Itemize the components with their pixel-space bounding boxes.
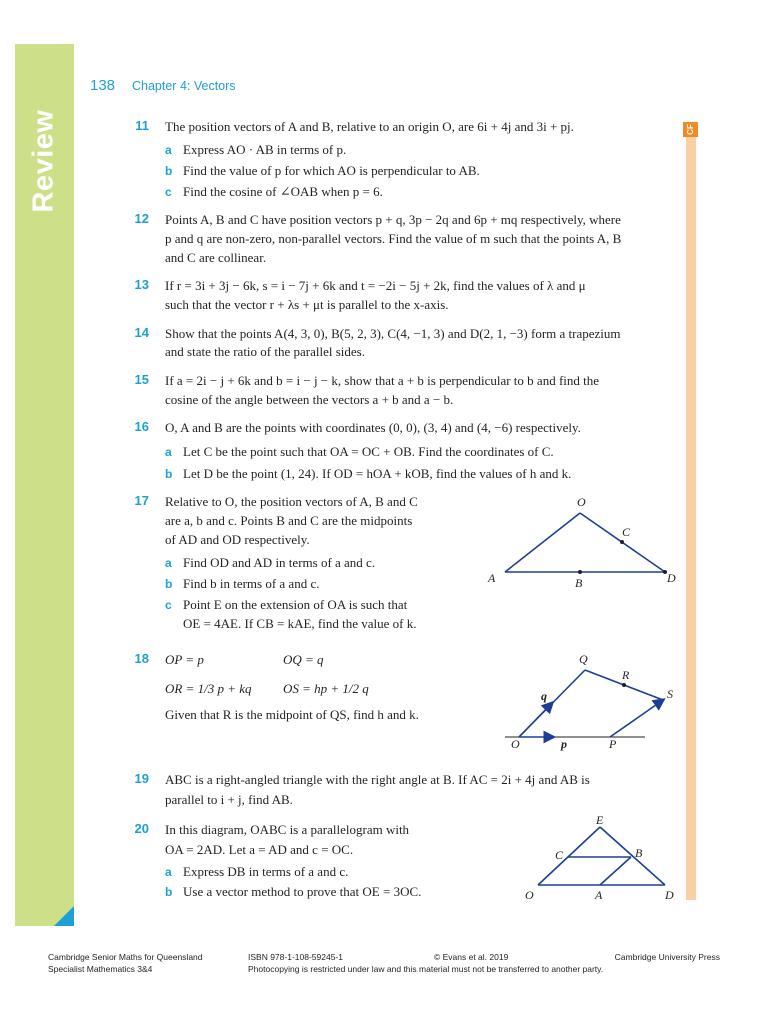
part-text: Let D be the point (1, 24). If OD = hOA + kOB, find the values of h and k. (183, 466, 572, 481)
question-text: and state the ratio of the parallel sides. (165, 344, 365, 359)
question-text: If r = 3i + 3j − 6k, s = i − 7j + 6k and t = −2i − 5j + 2k, find the values of λ and μ (165, 278, 586, 293)
label-E: E (596, 813, 604, 827)
question-text: p and q are non-zero, non-parallel vectors. Find the value of m such that the points A, B (165, 231, 622, 246)
part-text: Let C be the point such that OA = OC + OB. Find the coordinates of C. (183, 444, 554, 459)
part-text: Use a vector method to prove that OE = 3OC. (183, 884, 422, 899)
label-B: B (575, 576, 583, 590)
part-text: Find the value of p for which AO is perpendicular to AB. (183, 163, 480, 178)
part-label: a (165, 143, 172, 157)
question-text: Points A, B and C have position vectors p + q, 3p − 2q and 6p + mq respectively, where (165, 212, 621, 227)
question-text: If a = 2i − j + 6k and b = i − j − k, show that a + b is perpendicular to b and find the (165, 373, 600, 388)
question-part (165, 141, 346, 159)
label-q: q (541, 689, 547, 703)
footer-publisher: Cambridge University Press (614, 952, 720, 962)
question-part (165, 883, 421, 901)
question-number: 11 (135, 118, 149, 133)
question-text: ABC is a right-angled triangle with the right angle at B. If AC = 2i + 4j and AB is (165, 772, 590, 787)
question-text: O, A and B are the points with coordinates (0, 0), (3, 4) and (4, −6) respectively. (165, 420, 581, 435)
question-text: OA = 2AD. Let a = AD and c = OC. (165, 842, 354, 857)
part-label: c (165, 185, 172, 199)
label-O: O (525, 888, 534, 902)
label-O: O (577, 495, 586, 509)
review-label: Review (27, 109, 60, 213)
part-text: Find b in terms of a and c. (183, 576, 320, 591)
question-number: 14 (134, 325, 149, 340)
question-number: 19 (134, 771, 149, 786)
diagram-q17 (480, 490, 690, 595)
question-number: 13 (134, 277, 149, 292)
question-number: 16 (134, 419, 149, 434)
question-part (165, 162, 480, 180)
footer-notice: Photocopying is restricted under law and this material must not be transferred to another party. (248, 964, 604, 974)
cf-badge-label: CF (685, 124, 695, 135)
chapter-title: Chapter 4: Vectors (132, 79, 236, 93)
sidebar-corner-tab (54, 906, 74, 926)
point-C (620, 540, 624, 544)
diagram-q18 (505, 650, 690, 755)
label-A: A (488, 571, 496, 585)
segment-OE (538, 827, 600, 885)
part-label: a (165, 556, 172, 570)
part-label: a (165, 865, 172, 879)
question-text: such that the vector r + λs + μt is parallel to the x-axis. (165, 297, 449, 312)
question-text: Given that R is the midpoint of QS, find h and k. (165, 707, 419, 722)
footer-book-title (48, 951, 203, 975)
label-C: C (622, 525, 631, 539)
arrow-q (519, 703, 552, 737)
equation-OS: OS = hp + 1/2 q (283, 681, 369, 696)
question-part (165, 443, 554, 461)
footer-isbn: ISBN 978-1-108-59245-1 (248, 952, 343, 962)
footer-book-line: Cambridge Senior Maths for Queensland (48, 952, 203, 962)
footer-book-line: Specialist Mathematics 3&4 (48, 964, 153, 974)
question-text: OE = 4AE. If CB = kAE, find the value of k. (183, 616, 417, 631)
point-R (622, 683, 626, 687)
question-text: of AD and OD respectively. (165, 532, 310, 547)
question-text: parallel to i + j, find AB. (165, 792, 293, 807)
segment-OA (505, 513, 580, 572)
label-C: C (555, 848, 564, 862)
part-label: b (165, 164, 173, 178)
question-text: and C are collinear. (165, 250, 267, 265)
question-part (165, 863, 348, 881)
part-text: Find OD and AD in terms of a and c. (183, 555, 376, 570)
part-text: Express AO · AB in terms of p. (183, 142, 347, 157)
question-part (165, 183, 383, 201)
question-part (165, 575, 319, 593)
question-text: Show that the points A(4, 3, 0), B(5, 2, 3), C(4, −1, 3) and D(2, 1, −3) form a trapezium (165, 326, 621, 341)
label-R: R (622, 668, 630, 682)
question-text: Relative to O, the position vectors of A, B and C (165, 494, 418, 509)
question-text: are a, b and c. Points B and C are the midpoints (165, 513, 413, 528)
question-text: cosine of the angle between the vectors a + b and a − b. (165, 392, 454, 407)
question-number: 12 (134, 211, 149, 226)
label-B: B (635, 846, 643, 860)
cf-badge (683, 122, 698, 137)
label-P: P (609, 737, 617, 751)
label-Q: Q (579, 652, 588, 666)
label-O: O (511, 737, 520, 751)
part-text: Express DB in terms of a and c. (183, 864, 349, 879)
segment-AB (600, 857, 631, 885)
question-text: The position vectors of A and B, relative to an origin O, are 6i + 4j and 3i + pj. (165, 119, 574, 134)
question-part (165, 554, 375, 572)
part-label: b (165, 885, 173, 899)
label-D: D (667, 571, 676, 585)
page-number: 138 (90, 77, 116, 94)
part-label: c (165, 598, 172, 612)
label-A: A (595, 888, 603, 902)
part-text: Point E on the extension of OA is such that (183, 597, 408, 612)
segment-PS (610, 700, 663, 737)
part-label: b (165, 577, 173, 591)
question-part (165, 465, 571, 483)
question-number: 15 (134, 372, 149, 387)
equation-OR: OR = 1/3 p + kq (165, 681, 252, 696)
question-number: 17 (134, 493, 149, 508)
equation-OQ: OQ = q (283, 652, 324, 667)
label-S: S (667, 687, 673, 701)
part-text: Find the cosine of ∠OAB when p = 6. (183, 184, 383, 199)
diagram-q20 (520, 810, 685, 905)
question-number: 20 (134, 821, 149, 836)
question-text: In this diagram, OABC is a parallelogram with (165, 822, 410, 837)
footer-copyright: © Evans et al. 2019 (434, 952, 509, 962)
equation-OP: OP = p (165, 652, 204, 667)
question-number: 18 (134, 651, 149, 666)
part-label: a (165, 445, 172, 459)
label-p: p (561, 737, 567, 751)
question-part (165, 596, 407, 614)
label-D: D (665, 888, 674, 902)
point-B (578, 570, 582, 574)
part-label: b (165, 467, 173, 481)
